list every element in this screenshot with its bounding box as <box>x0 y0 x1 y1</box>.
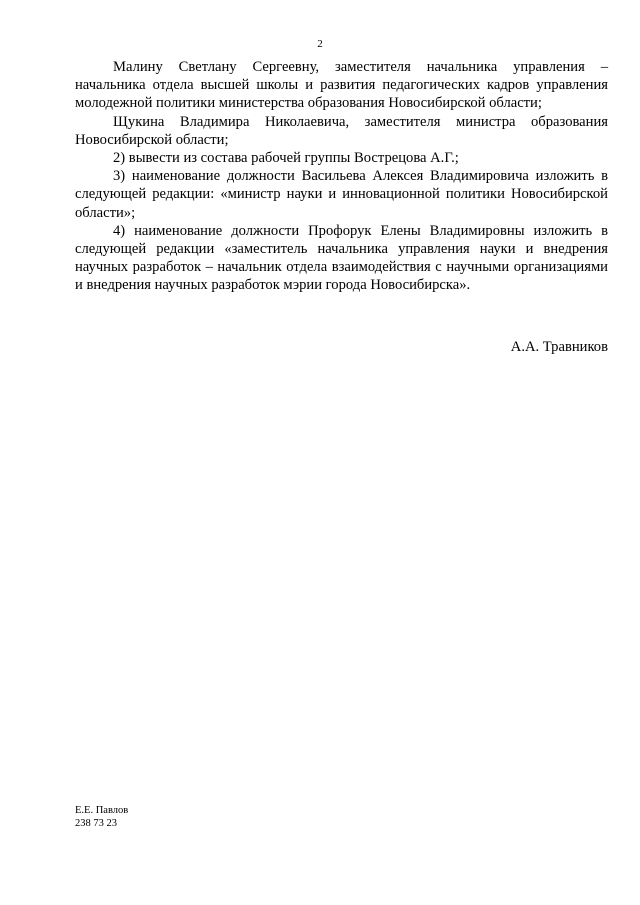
page-number: 2 <box>317 38 323 50</box>
paragraph-item-2: 2) вывести из состава рабочей группы Вострецова А.Г.; <box>113 150 459 167</box>
document-body <box>75 58 608 295</box>
signature-name: А.А. Травников <box>510 339 608 355</box>
executor-name: Е.Е. Павлов <box>75 805 129 816</box>
paragraph-item-3: 3) наименование должности Васильева Алексея Владимировича изложить в следующей редакции: «министр науки и инновационной политики Новосибирской области»; <box>75 168 608 221</box>
executor-block <box>75 805 128 830</box>
paragraph-item-4: 4) наименование должности Профорук Елены Владимировны изложить в следующей редакции «заместитель начальника управления науки и внедрения научных разработок – начальник отдела взаимодействия с научными организациями и внедрения научных разработок мэрии города Новосибирска». <box>75 222 608 294</box>
executor-phone: 238 73 23 <box>75 817 117 829</box>
paragraph-shchukin: Щукина Владимира Николаевича, заместителя министра образования Новосибирской области; <box>75 113 608 148</box>
paragraph-malina: Малину Светлану Сергеевну, заместителя начальника управления – начальника отдела высшей школы и развития педагогических кадров управления молодежной политики министерства образования Новосибирской области; <box>75 59 608 112</box>
